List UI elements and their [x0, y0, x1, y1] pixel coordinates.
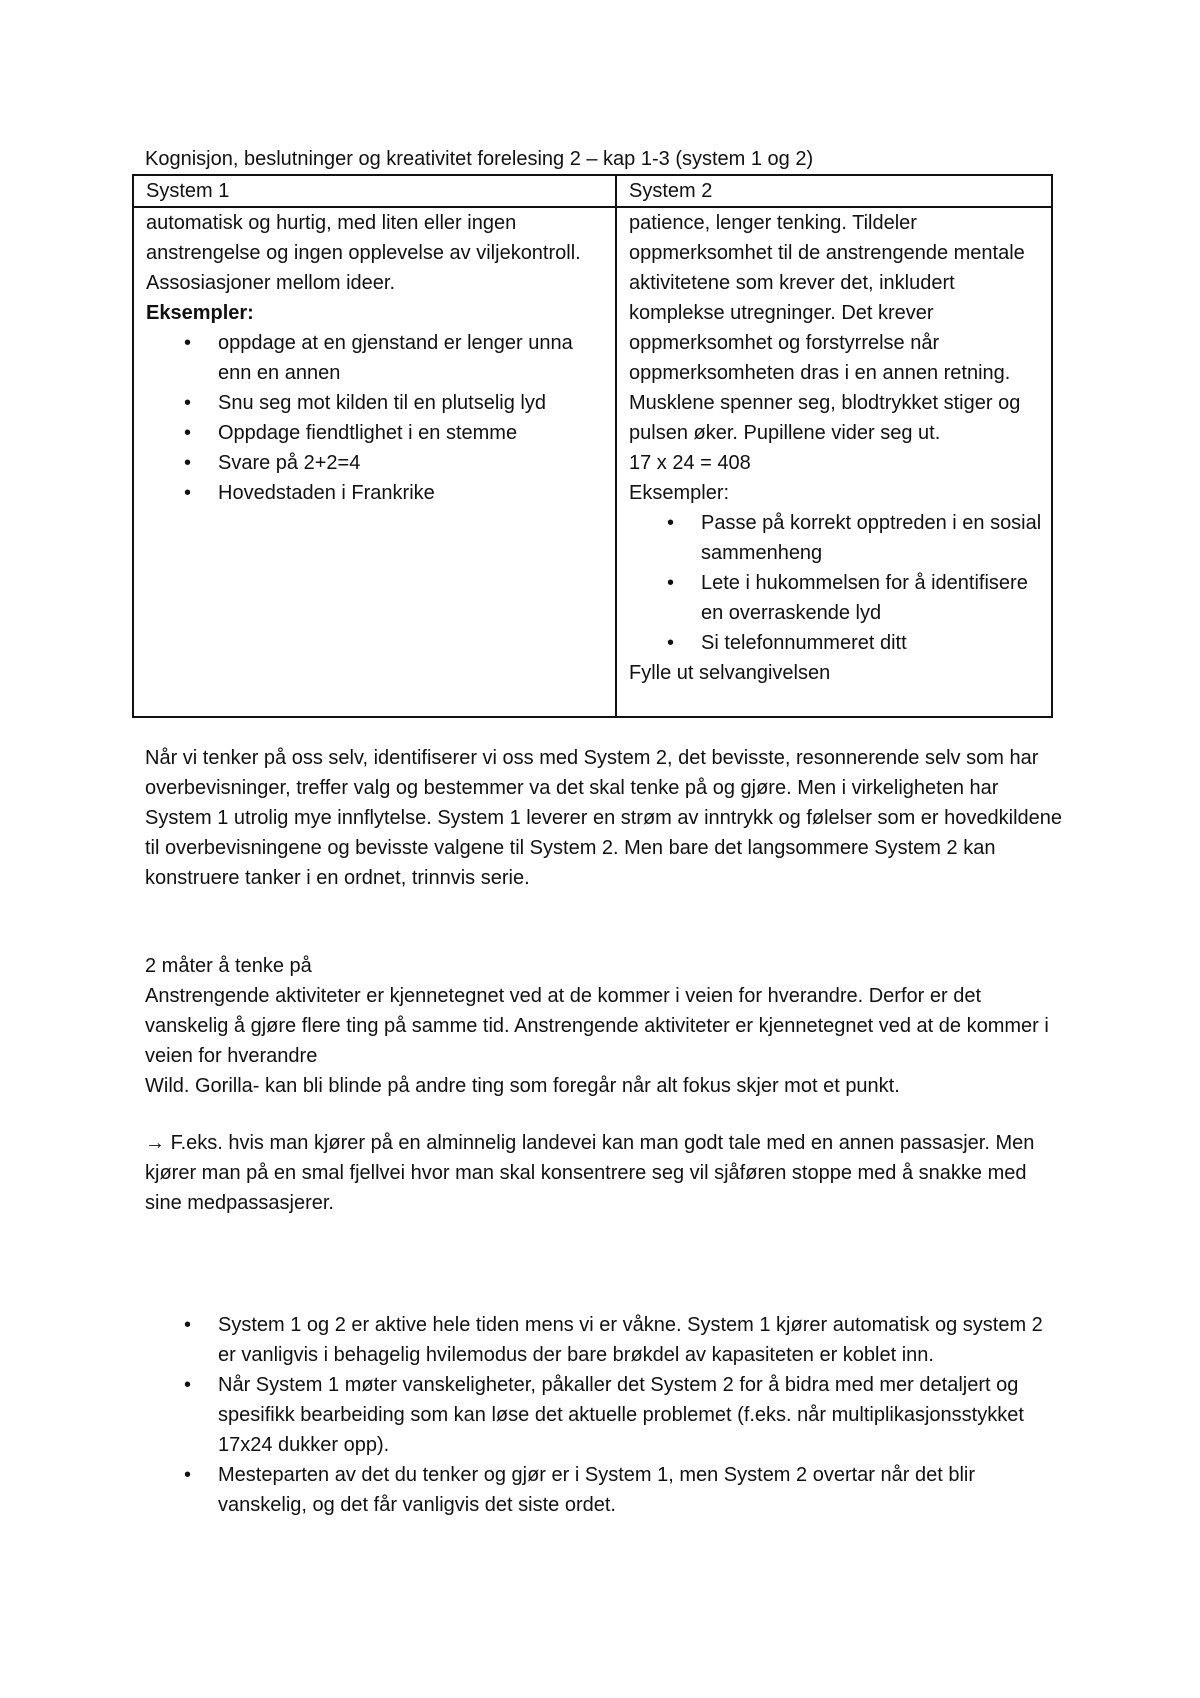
header-system-1: System 1 — [133, 175, 616, 207]
list-item: • oppdage at en gjenstand er lenger unna enn en annen — [218, 328, 607, 388]
system-1-examples-list — [146, 328, 607, 508]
table-header-row — [133, 175, 1052, 207]
list-item: • Når System 1 møter vanskeligheter, påkaller det System 2 for å bidra med mer detaljert og spesifikk bearbeiding som kan løse det aktuelle problemet (f.eks. når multiplikasjonsstykket 17x24 dukker opp). — [218, 1370, 1065, 1460]
paragraph-system-identity: Når vi tenker på oss selv, identifiserer vi oss med System 2, det bevisste, resonnerende selv som har overbevisninger, treffer valg og bestemmer va det skal tenke på og gjøre. Men i virkeligheten har System 1 utrolig mye innflytelse. System 1 leverer en strøm av inntrykk og følelser som er hovedkildene til overbevisningene og bevisste valgene til System 2. Men bare det langsommere System 2 kan konstruere tanker i en ordnet, trinnvis serie. — [145, 747, 1063, 889]
list-item: • Snu seg mot kilden til en plutselig lyd — [218, 388, 607, 418]
summary-bullets — [145, 1310, 1065, 1520]
system-comparison-table — [132, 174, 1053, 718]
system-1-cell — [133, 207, 616, 717]
list-item: • Hovedstaden i Frankrike — [218, 478, 607, 508]
section-text: Anstrengende aktiviteter er kjennetegnet ved at de kommer i veien for hverandre. Derfor er det vanskelig å gjøre flere ting på samme tid. Anstrengende aktiviteter er kjennetegnet ved at de kommer i veien for hverandre — [145, 985, 1049, 1067]
system-2-description: patience, lenger tenking. Tildeler oppmerksomhet til de anstrengende mentale aktivitetene som krever det, inkludert komplekse utregninger. Det krever oppmerksomhet og forstyrrelse når oppmerksomheten dras i en annen retning. Musklene spenner seg, blodtrykket stiger og pulsen øker. Pupillene vider seg ut. — [629, 212, 1025, 444]
example-text: F.eks. hvis man kjører på en alminnelig landevei kan man godt tale med en annen passasjer. Men kjører man på en smal fjellvei hvor man skal konsentrere seg vil sjåføren stoppe med å snakke med sine medpassasjerer. — [145, 1132, 1035, 1214]
list-item: • Svare på 2+2=4 — [218, 448, 607, 478]
section-two-ways — [145, 951, 1065, 1101]
system-2-examples-list — [629, 508, 1043, 658]
example-paragraph — [145, 1128, 1065, 1218]
summary-list — [145, 1310, 1065, 1520]
system-2-extra: Fylle ut selvangivelsen — [629, 662, 831, 684]
system-1-examples-label: Eksempler: — [146, 302, 254, 324]
list-item: • Oppdage fiendtlighet i en stemme — [218, 418, 607, 448]
list-item: • Lete i hukommelsen for å identifisere en overraskende lyd — [701, 568, 1043, 628]
gorilla-text: Wild. Gorilla- kan bli blinde på andre ting som foregår når alt fokus skjer mot et punkt. — [145, 1075, 900, 1097]
header-system-2: System 2 — [616, 175, 1052, 207]
list-item: • Mesteparten av det du tenker og gjør er i System 1, men System 2 overtar når det blir vanskelig, og det får vanligvis det siste ordet. — [218, 1460, 1065, 1520]
document-title: Kognisjon, beslutninger og kreativitet forelesing 2 – kap 1-3 (system 1 og 2) — [145, 148, 814, 170]
system-1-description: automatisk og hurtig, med liten eller ingen anstrengelse og ingen opplevelse av viljekontroll. Assosiasjoner mellom ideer. — [146, 212, 581, 294]
system-2-cell — [616, 207, 1052, 717]
table-body-row — [133, 207, 1052, 717]
list-item: • System 1 og 2 er aktive hele tiden mens vi er våkne. System 1 kjører automatisk og system 2 er vanligvis i behagelig hvilemodus der bare brøkdel av kapasiteten er koblet inn. — [218, 1310, 1065, 1370]
arrow-icon: → — [145, 1132, 165, 1154]
list-item: • Passe på korrekt opptreden i en sosial sammenheng — [701, 508, 1043, 568]
list-item: • Si telefonnummeret ditt — [701, 628, 1043, 658]
section-heading: 2 måter å tenke på — [145, 955, 312, 977]
system-2-equation: 17 x 24 = 408 — [629, 452, 751, 474]
system-2-examples-label: Eksempler: — [629, 482, 730, 504]
